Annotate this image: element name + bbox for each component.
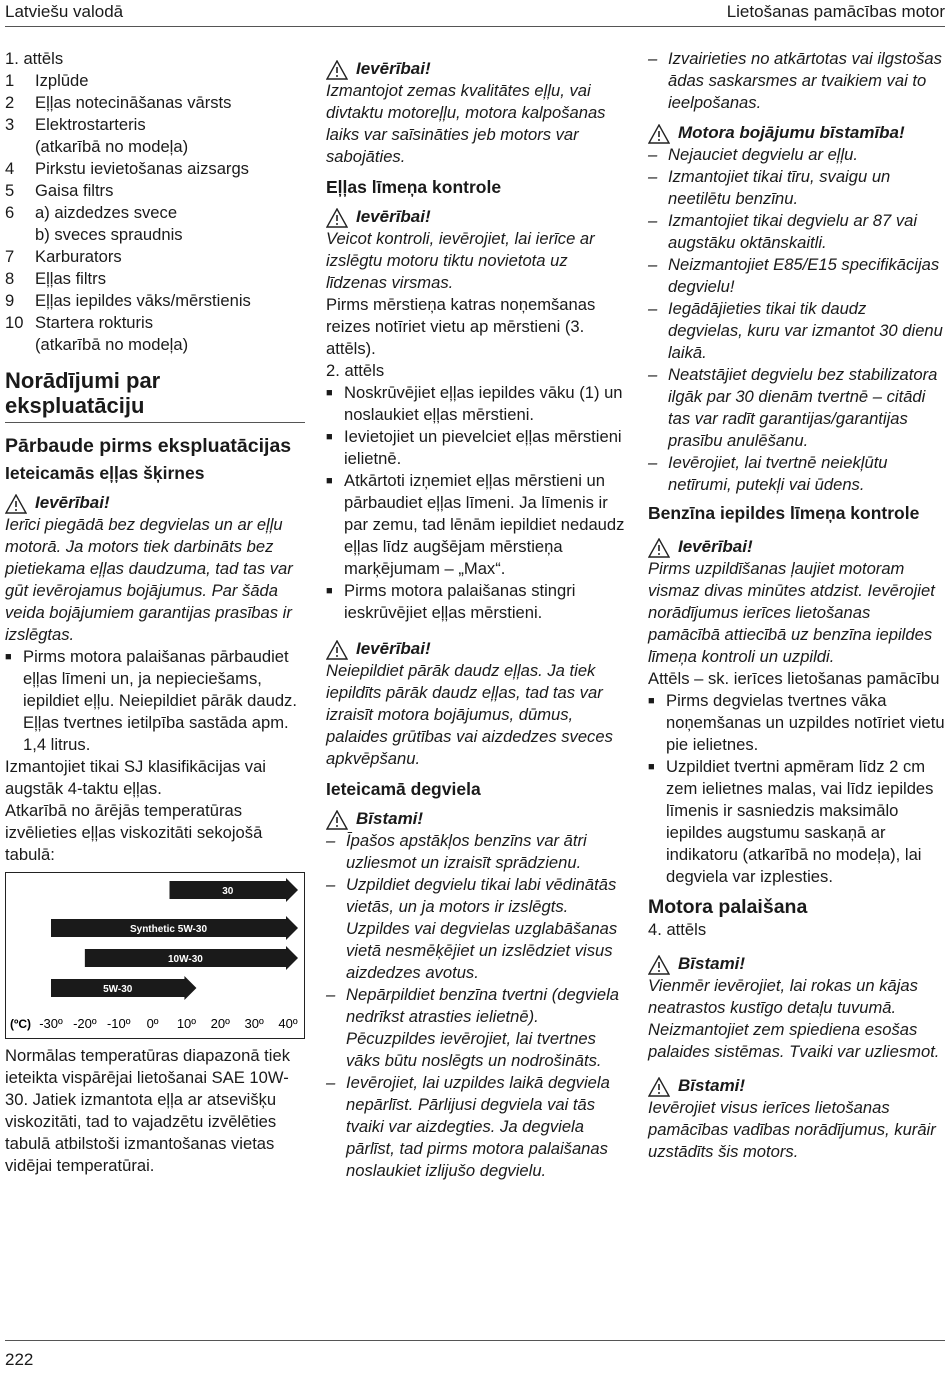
warning-triangle-icon xyxy=(326,60,348,80)
list-item xyxy=(5,312,305,334)
list-item xyxy=(326,426,626,470)
part-label: (atkarībā no modeļa) xyxy=(35,137,189,156)
danger-text: Vienmēr ievērojiet, lai rokas un kājas neatrastos kustīgo detaļu tuvumā. Neizmantojiet zem spiediena esošas palaides sistēmas. Tvaiki var uzliesmot. xyxy=(648,976,940,1061)
part-number xyxy=(5,334,35,356)
list-item-text: Pirms degvielas tvertnes vāka noņemšanas un uzpildes notīriet vietu pie ielietnes. xyxy=(666,691,945,754)
part-label: Eļļas iepildes vāks/mērstienis xyxy=(35,291,251,310)
unit-label: (ºC) xyxy=(10,1017,32,1031)
list-item-text: Uzpildiet degvielu tikai labi vēdinātās vietās, un ja motors ir izslēgts. Uzpildes vai degvielas uzglabāšanas vietā nesmēķējiet un izslēdziet visus aizdedzes avotus. xyxy=(346,875,618,982)
list-item: ■ Pirms motora palaišanas pārbaudiet eļļas līmeni un, ja nepieciešams, iepildiet eļļu. Neiepildiet pārāk daudz. Eļļas tvertnes ietilpība sastāda apm. 1,4 litrus. xyxy=(5,647,297,754)
part-label: Eļļas filtrs xyxy=(35,269,106,288)
part-number: 6 xyxy=(5,203,15,222)
warning-text: Veicot kontroli, ievērojiet, lai ierīce ar izslēgtu motoru tiktu novietota uz līdzenas virsmas. xyxy=(326,229,595,292)
list-item-text: Ievietojiet un pievelciet eļļas mērstieni ielietnē. xyxy=(344,427,622,468)
danger-text: Ievērojiet visus ierīces lietošanas pamācības vadības norādījumus, kurāir uzstādīts šis motors. xyxy=(648,1098,936,1161)
parts-list xyxy=(5,70,305,356)
list-item xyxy=(326,1072,626,1182)
list-item xyxy=(5,180,305,202)
dash-marker: – xyxy=(648,167,658,186)
list-item xyxy=(648,364,945,452)
list-item-text: Iegādājieties tikai tik daudz degvielas, kuru var izmantot 30 dienu laikā. xyxy=(668,299,943,362)
danger-title: Bīstami! xyxy=(326,808,626,830)
warning-triangle-icon xyxy=(326,208,348,228)
paragraph: Attēls – sk. ierīces lietošanas pamācību xyxy=(648,669,940,688)
square-bullet-icon: ■ xyxy=(326,475,333,487)
header-language: Latviešu valodā xyxy=(5,2,124,21)
paragraph: Pirms mērstieņa katras noņemšanas reizes notīriet vietu ap mērstieni (3. attēls). xyxy=(326,295,596,358)
tick-label: -10º xyxy=(106,1016,131,1031)
section-heading-fuel-level: Benzīna iepildes līmeņa kontrole xyxy=(648,503,920,523)
list-item-text: Izmantojiet tikai tīru, svaigu un neetilētu benzīnu. xyxy=(668,167,891,208)
part-number: 4 xyxy=(5,159,15,178)
list-item-text: Ievērojiet, lai uzpildes laikā degviela nepārlīst. Pārlijusi degviela vai tās tvaiki var aizdegties. Ja degviela pārlīst, tad pirms motora palaišanas noslaukiet izlijušo degvielu. xyxy=(346,1073,610,1180)
list-item xyxy=(5,158,305,180)
dash-marker: – xyxy=(648,211,658,230)
part-number: 8 xyxy=(5,269,15,288)
warning-text: Pirms uzpildīšanas ļaujiet motoram vismaz divas minūtes atdzist. Ievērojiet norādījumus ierīces lietošanas pamācībā attiecībā uz benzīna iepildes līmeņa kontroli un uzpildi. xyxy=(648,559,935,666)
part-label: Izplūde xyxy=(35,71,89,90)
list-item xyxy=(326,984,626,1072)
warning-triangle-icon xyxy=(648,955,670,975)
part-label: Elektrostarteris xyxy=(35,115,146,134)
part-number: 1 xyxy=(5,71,15,90)
part-label: Karburators xyxy=(35,247,122,266)
list-item xyxy=(5,334,305,356)
list-item xyxy=(5,246,305,268)
part-number: 9 xyxy=(5,291,15,310)
dash-marker: – xyxy=(648,145,658,164)
page-number: 222 xyxy=(5,1350,34,1369)
list-item xyxy=(5,114,305,136)
column-3 xyxy=(648,48,945,1163)
page-footer xyxy=(5,1340,945,1369)
header-manual-title: Lietošanas pamācības motor xyxy=(726,2,945,21)
section-heading-instructions: Norādījumi par ekspluatāciju xyxy=(5,368,305,423)
tick-label: 0º xyxy=(146,1016,159,1031)
viscosity-bar-label: 10W-30 xyxy=(168,954,203,965)
list-item-text: Atkārtoti izņemiet eļļas mērstieni un pārbaudiet eļļas līmeni. Ja līmenis ir par zemu, tad lēnām iepildiet nedaudz eļļas līdz augšējam mērstieņa marķējumam – „Max“. xyxy=(344,471,625,578)
section-heading-start: Motora palaišana xyxy=(648,896,808,918)
part-number xyxy=(5,224,35,246)
list-item xyxy=(326,382,626,426)
dash-marker: – xyxy=(326,985,336,1004)
list-item xyxy=(648,166,945,210)
fuel-safety-list xyxy=(326,830,626,1182)
tick-label: 10º xyxy=(176,1016,197,1031)
dash-marker: – xyxy=(648,453,658,472)
section-heading-oil-level: Eļļas līmeņa kontrole xyxy=(326,177,502,197)
square-bullet-icon: ■ xyxy=(5,651,12,663)
page-header xyxy=(5,0,945,27)
list-item xyxy=(5,268,305,290)
warning-title: Motora bojājumu bīstamība! xyxy=(648,122,945,144)
warning-title: Ievērībai! xyxy=(5,492,305,514)
part-number: 3 xyxy=(5,115,15,134)
list-item xyxy=(326,830,626,874)
section-heading-fuel: Ieteicamā degviela xyxy=(326,779,481,799)
part-label: Eļļas notecināšanas vārsts xyxy=(35,93,232,112)
part-label: Pirkstu ievietošanas aizsargs xyxy=(35,159,249,178)
danger-title: Bīstami! xyxy=(648,953,945,975)
part-label: Startera rokturis xyxy=(35,313,154,332)
dash-marker: – xyxy=(648,255,658,274)
tick-label: 20º xyxy=(210,1016,230,1031)
danger-title: Bīstami! xyxy=(648,1075,945,1097)
tick-label: -30º xyxy=(39,1016,63,1031)
list-item xyxy=(5,224,305,246)
section-heading-check: Pārbaude pirms ekspluatācijas xyxy=(5,435,292,457)
list-item xyxy=(5,136,305,158)
warning-triangle-icon xyxy=(326,640,348,660)
part-label: b) sveces spraudnis xyxy=(35,225,183,244)
list-item-text: Izvairieties no atkārtotas vai ilgstošas ādas saskarsmes ar tvaikiem vai to ieelpošanas. xyxy=(668,49,942,112)
list-item-text: Nepārpildiet benzīna tvertni (degviela nedrīkst atrasties ielietnē). Pēcuzpildes ievērojiet, lai tvertnes vāks būtu noslēgts un nodrošināts. xyxy=(346,985,620,1070)
part-label: (atkarībā no modeļa) xyxy=(35,335,189,354)
part-number: 5 xyxy=(5,181,15,200)
viscosity-bar-label: Synthetic 5W-30 xyxy=(129,924,208,935)
warning-triangle-icon xyxy=(5,494,27,514)
oil-check-steps xyxy=(326,382,626,624)
list-item xyxy=(5,92,305,114)
figure-2-ref: 2. attēls xyxy=(326,361,385,380)
warning-triangle-icon xyxy=(326,810,348,830)
list-item xyxy=(648,452,945,496)
dash-marker: – xyxy=(648,365,658,384)
square-bullet-icon: ■ xyxy=(326,387,333,399)
dash-marker: – xyxy=(326,875,336,894)
list-item xyxy=(5,202,305,224)
viscosity-bar-label: 30 xyxy=(222,886,234,897)
part-number xyxy=(5,136,35,158)
part-number: 7 xyxy=(5,247,15,266)
list-item xyxy=(648,254,945,298)
warning-title: Ievērībai! xyxy=(326,638,626,660)
dash-marker: – xyxy=(326,1073,336,1092)
part-label: a) aizdedzes svece xyxy=(35,203,178,222)
engine-damage-list xyxy=(648,144,945,496)
square-bullet-icon: ■ xyxy=(648,761,655,773)
dash-marker: – xyxy=(326,831,336,850)
warning-text: Ierīci piegādā bez degvielas un ar eļļu motorā. Ja motors tiek darbināts bez pietiekama eļļas daudzuma, tad tas var gūt ievērojamus bojājumus. Par šāda veida bojājumiem garantijas prasības ir izslēgtas. xyxy=(5,515,293,644)
warning-triangle-icon xyxy=(648,1077,670,1097)
figure-1-title: 1. attēls xyxy=(5,49,64,68)
figure-4-ref: 4. attēls xyxy=(648,920,707,939)
column-1 xyxy=(5,48,305,1177)
list-item xyxy=(326,580,626,624)
list-item-text: Noskrūvējiet eļļas iepildes vāku (1) un noslaukiet eļļas mērstieni. xyxy=(344,383,623,424)
square-bullet-icon: ■ xyxy=(648,695,655,707)
section-heading-oil: Ieteicamās eļļas šķirnes xyxy=(5,463,205,483)
list-item xyxy=(5,70,305,92)
tick-label: 40º xyxy=(278,1016,298,1031)
list-item-text: Izmantojiet tikai degvielu ar 87 vai augstāku oktānskaitli. xyxy=(668,211,918,252)
fuel-safety-list-cont xyxy=(648,48,945,114)
list-item xyxy=(648,210,945,254)
square-bullet-icon: ■ xyxy=(326,431,333,443)
part-number: 2 xyxy=(5,93,15,112)
list-item-text: Neatstājiet degvielu bez stabilizatora ilgāk par 30 dienām tvertnē – citādi tas var radīt garantijas/garantijas prasību anulēšanu. xyxy=(668,365,938,450)
square-bullet-icon: ■ xyxy=(326,585,333,597)
list-item xyxy=(326,470,626,580)
viscosity-bar xyxy=(170,878,299,902)
viscosity-chart xyxy=(5,872,305,1039)
dash-marker: – xyxy=(648,49,658,68)
warning-text: Izmantojot zemas kvalitātes eļļu, vai divtaktu motoreļļu, motora kalpošanas laiks var saīsināties jeb motors var sabojāties. xyxy=(326,81,606,166)
warning-title: Ievērībai! xyxy=(326,206,626,228)
list-item-text: Ievērojiet, lai tvertnē neiekļūtu netīrumi, putekļi vai ūdens. xyxy=(668,453,888,494)
list-item xyxy=(648,690,945,756)
warning-triangle-icon xyxy=(648,124,670,144)
viscosity-bar-label: 5W-30 xyxy=(103,984,133,995)
list-item-text: Pirms motora palaišanas stingri ieskrūvējiet eļļas mērstieni. xyxy=(344,581,576,622)
warning-text: Neiepildiet pārāk daudz eļļas. Ja tiek iepildīts pārāk daudz eļļas, tad tas var izraisīt motora bojājumus, dūmus, palaides grūtības vai aizdedzes sveces apkvēpšanu. xyxy=(326,661,613,768)
tick-label: -20º xyxy=(73,1016,97,1031)
list-item xyxy=(5,290,305,312)
tick-label: 30º xyxy=(244,1016,264,1031)
part-label: Gaisa filtrs xyxy=(35,181,114,200)
list-item xyxy=(648,144,945,166)
list-item-text: Neizmantojiet E85/E15 specifikācijas degvielu! xyxy=(668,255,940,296)
paragraph: Atkarībā no ārējās temperatūras izvēlieties eļļas viskozitāti sekojošā tabulā: xyxy=(5,801,263,864)
viscosity-chart-svg xyxy=(6,873,304,1038)
list-item-text: Uzpildiet tvertni apmēram līdz 2 cm zem ielietnes malas, vai līdz iepildes līmenis ir sasniedzis maksimālo iepildes augstumu saskaņā ar indikatoru (atkarībā no modeļa), lai degviela var izplesties. xyxy=(666,757,934,886)
paragraph: Normālas temperatūras diapazonā tiek ieteikta vispārējai lietošanai SAE 10W-30. Jatiek izmantota eļļa ar atsevišķu viskozitāti, tad to vajadzētu izvēlēties tabulā atbilstoši izmantošanas vietas vidējai temperatūrai. xyxy=(5,1046,291,1175)
list-item-text: Īpašos apstākļos benzīns var ātri uzliesmot un izraisīt sprādzienu. xyxy=(346,831,587,872)
warning-triangle-icon xyxy=(648,538,670,558)
dash-marker: – xyxy=(648,299,658,318)
part-number: 10 xyxy=(5,313,24,332)
list-item xyxy=(648,756,945,888)
warning-title: Ievērībai! xyxy=(326,58,626,80)
list-item-text: Nejauciet degvielu ar eļļu. xyxy=(668,145,859,164)
list-item xyxy=(326,874,626,984)
list-item xyxy=(648,298,945,364)
column-2 xyxy=(326,48,626,1182)
paragraph: Izmantojiet tikai SJ klasifikācijas vai augstāk 4-taktu eļļas. xyxy=(5,757,266,798)
list-item xyxy=(648,48,945,114)
warning-title: Ievērībai! xyxy=(648,536,945,558)
fuel-fill-steps xyxy=(648,690,945,888)
